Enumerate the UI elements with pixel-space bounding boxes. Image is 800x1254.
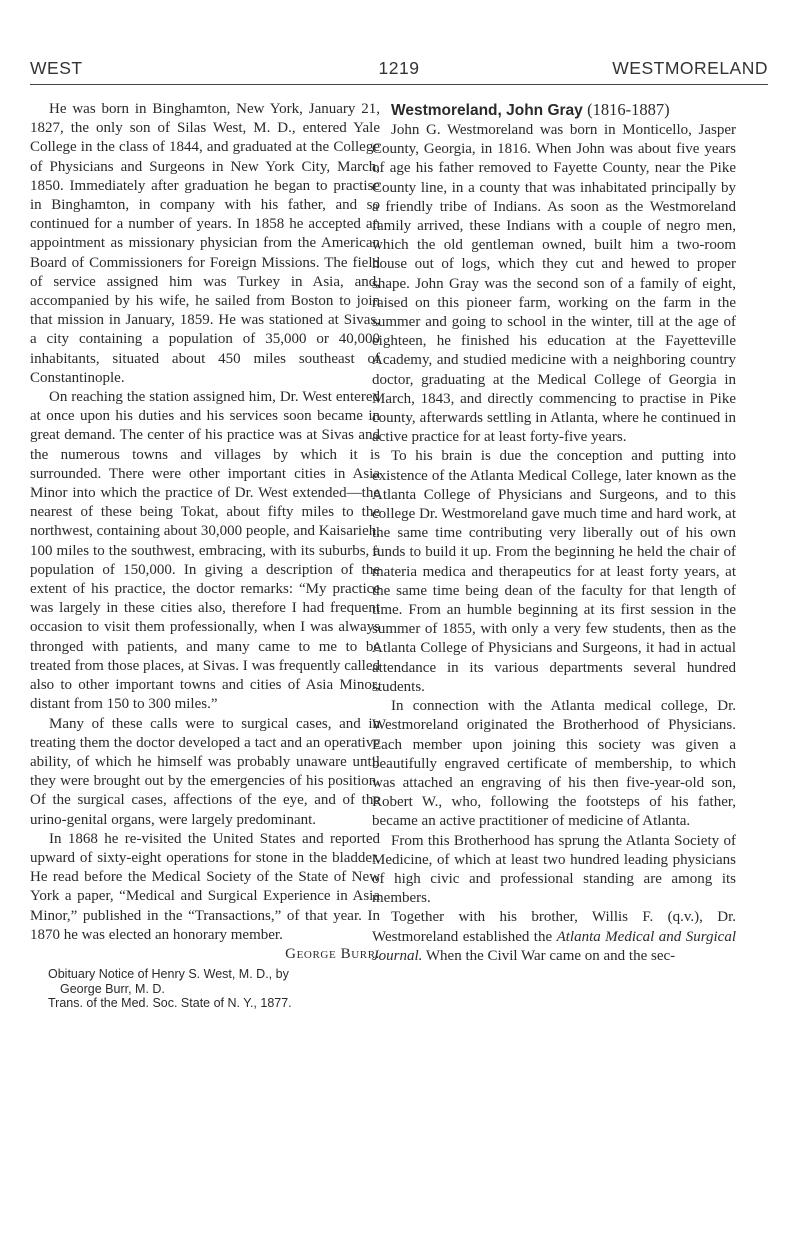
- source-line-3: Trans. of the Med. Soc. State of N. Y., 1877.: [48, 996, 292, 1011]
- westmoreland-paragraph-2: To his brain is due the conception and putting into existence of the Atlanta Medical College, later known as the Atlanta College of Physicians and Surgeons, and to this college Dr. Westmoreland gave much time and hard work, at the same time contributing very liberally out of his own funds to build it up. From the beginning he held the chair of materia medica and therapeutics for at least forty years, at the same time being dean of the faculty for that length of time. From an humble beginning at its first session in the summer of 1855, with only a very few students, then as the Atlanta College of Physicians and Surgeons, it had in actual attendance in its various departments several hundred students.: [372, 448, 736, 695]
- journal-title: Atlanta Medical and Surgical Journal.: [372, 928, 736, 964]
- westmoreland-paragraph-3: In connection with the Atlanta medical college, Dr. Westmoreland originated the Brotherhood of Physicians. Each member upon joining this society was given a beautifully engraved certificate of membership, to which was attached an engraving of his then five-year-old son, Robert W., who, following the footsteps of his father, became an active practitioner of medicine of Atlanta.: [372, 698, 736, 830]
- entry-heading: [372, 100, 736, 121]
- source-line-2: George Burr, M. D.: [60, 981, 165, 996]
- entry-dates: (1816-1887): [587, 100, 670, 119]
- west-paragraph-3: Many of these calls were to surgical cases, and in treating them the doctor developed a tact and an operative ability, of which he himself was probably unaware until they were brought out by the emergencies of his position. Of the surgical cases, affections of the eye, and of the urino-genital organs, were largely predominant.: [30, 715, 380, 828]
- source-line-1: Obituary Notice of Henry S. West, M. D., by: [48, 967, 289, 982]
- running-head-right: WESTMORELAND: [612, 58, 768, 78]
- last-paragraph-end: When the Civil War came on and the sec-: [422, 947, 676, 964]
- last-paragraph-start: Together with his brother, Willis F. (q.v.), Dr. Westmoreland established the: [372, 909, 736, 945]
- westmoreland-paragraph-5: [372, 908, 736, 966]
- header-rule: [30, 84, 768, 85]
- westmoreland-paragraph-4: From this Brotherhood has sprung the Atlanta Society of Medicine, of which at least two hundred leading physicians of high civic and professional standing are among its members.: [372, 832, 736, 907]
- source-citation: [30, 967, 380, 1011]
- west-paragraph-4: In 1868 he re-visited the United States and reported upward of sixty-eight operations for stone in the bladder. He read before the Medical Society of the State of New York a paper, “Medical and Surgical Experience in Asia Minor,” published in the “Transactions,” of that year. In 1870 he was elected an honorary member.: [30, 830, 380, 943]
- right-column: [372, 100, 736, 966]
- left-column: [30, 100, 380, 1011]
- page-number: 1219: [378, 58, 420, 78]
- west-paragraph-1: He was born in Binghamton, New York, January 21, 1827, the only son of Silas West, M. D., entered Yale College in the class of 1844, and graduated at the College of Physicians and Surgeons in New York City, March, 1850. Immediately after graduation he began to practise in Binghamton, in company with his father, and so continued for a number of years. In 1858 he accepted an appointment as missionary physician from the American Board of Commissioners for Foreign Missions. The field of service assigned him was Turkey in Asia, and, accompanied by his wife, he sailed from Boston to join that mission in January, 1859. He was stationed at Sivas, a city containing a population of 35,000 or 40,000 inhabitants, situated about 450 miles southeast of Constantinople.: [30, 101, 380, 386]
- running-head-left: WEST: [30, 58, 83, 78]
- entry-name: Westmoreland, John Gray: [391, 102, 583, 119]
- westmoreland-paragraph-1: John G. Westmoreland was born in Monticello, Jasper County, Georgia, in 1816. When John was about five years of age his father removed to Fayette County, near the Pike County line, in a county that was inhabitated principally by a friendly tribe of Indians. As soon as the Westmoreland family arrived, these Indians with a couple of negro men, which the old gentleman owned, built him a two-room house out of logs, which they cut and hewed to proper shape. John Gray was the second son of a family of eight, raised on this pioneer farm, working on the farm in the summer and going to school in the winter, till at the age of eighteen, he finished his education at the Fayetteville Academy, and studied medicine with a neighboring country doctor, graduating at the Medical College of Georgia in March, 1843, and directly commencing to practise in Pike county, afterwards settling in Atlanta, where he continued in active practice for at least forty-five years.: [372, 122, 736, 446]
- west-paragraph-2: On reaching the station assigned him, Dr. West entered at once upon his duties and his services soon became in great demand. The center of his practice was at Sivas and the numerous towns and villages by which it is surrounded. There were other important cities in Asia Minor into which the practice of Dr. West extended—the nearest of these being Tokat, about fifty miles to the northwest, containing about 30,000 people, and Kaisarieh, 100 miles to the southwest, embracing, with its suburbs, a population of 150,000. In giving a description of the extent of his practice, the doctor remarks: “My practice was largely in these cities also, therefore I had frequent occasion to visit them professionally, when I was always thronged with patients, and many came to me to be treated from those places, at Sivas. I was frequently called also to other important towns and cities of Asia Minor, distant from 150 to 300 miles.”: [30, 389, 380, 713]
- author-signature: George Burr.: [285, 945, 380, 962]
- running-head: [30, 58, 768, 84]
